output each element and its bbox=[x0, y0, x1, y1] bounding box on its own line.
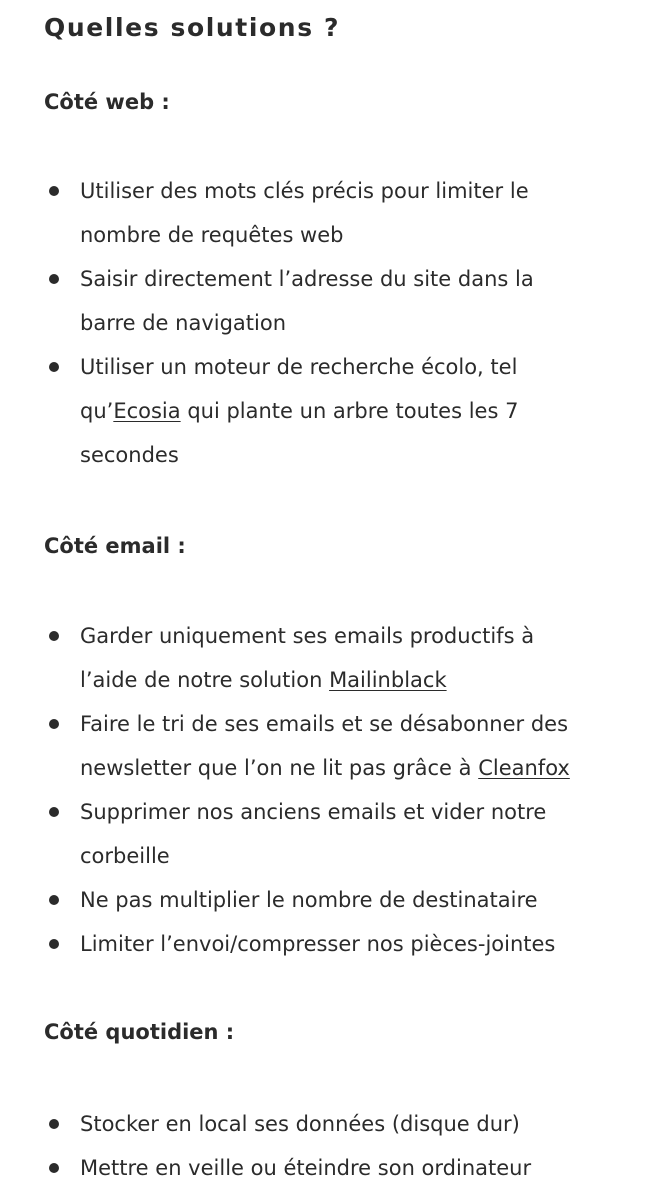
bullet-icon bbox=[49, 807, 59, 817]
list-item: Utiliser des mots clés précis pour limiter le nombre de requêtes web bbox=[0, 169, 647, 257]
list-item: Limiter l’envoi/compresser nos pièces-jointes bbox=[0, 922, 647, 966]
list-item: Stocker en local ses données (disque dur) bbox=[0, 1102, 647, 1146]
page-title: Quelles solutions ? bbox=[44, 13, 341, 42]
list-item: Ne pas multiplier le nombre de destinataire bbox=[0, 878, 647, 922]
daily-tips-list bbox=[0, 1102, 647, 1190]
email-tips-list bbox=[0, 614, 647, 966]
section-heading-email: Côté email : bbox=[44, 534, 186, 558]
cleanfox-link[interactable]: Cleanfox bbox=[478, 756, 570, 780]
section-heading-daily: Côté quotidien : bbox=[44, 1020, 235, 1044]
list-item: Garder uniquement ses emails productifs à l’aide de notre solution Mailinblack bbox=[0, 614, 647, 702]
bullet-icon bbox=[49, 362, 59, 372]
web-tips-list bbox=[0, 169, 647, 477]
section-heading-web: Côté web : bbox=[44, 90, 170, 114]
bullet-icon bbox=[49, 1119, 59, 1129]
bullet-icon bbox=[49, 939, 59, 949]
list-item: Utiliser un moteur de recherche écolo, tel qu’Ecosia qui plante un arbre toutes les 7 secondes bbox=[0, 345, 647, 477]
list-item: Supprimer nos anciens emails et vider notre corbeille bbox=[0, 790, 647, 878]
bullet-icon bbox=[49, 631, 59, 641]
bullet-icon bbox=[49, 895, 59, 905]
bullet-icon bbox=[49, 1163, 59, 1173]
bullet-icon bbox=[49, 186, 59, 196]
list-item: Mettre en veille ou éteindre son ordinateur bbox=[0, 1146, 647, 1190]
bullet-icon bbox=[49, 719, 59, 729]
ecosia-link[interactable]: Ecosia bbox=[113, 399, 181, 423]
bullet-icon bbox=[49, 274, 59, 284]
mailinblack-link[interactable]: Mailinblack bbox=[329, 668, 447, 692]
list-item: Faire le tri de ses emails et se désabonner des newsletter que l’on ne lit pas grâce à Cleanfox bbox=[0, 702, 647, 790]
list-item: Saisir directement l’adresse du site dans la barre de navigation bbox=[0, 257, 647, 345]
